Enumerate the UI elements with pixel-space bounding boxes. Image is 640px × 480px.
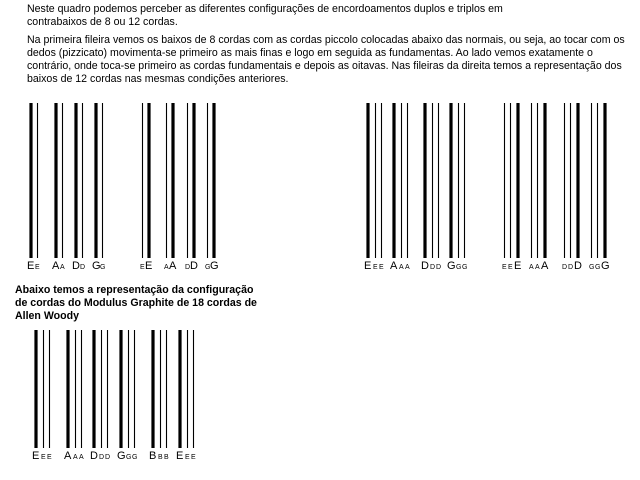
string-label-fundamental-g: G xyxy=(447,260,456,272)
string-label-octave-a: A xyxy=(405,264,410,271)
string-label-fundamental-e: E xyxy=(514,260,522,272)
string-label-fundamental-a: A xyxy=(64,450,72,462)
string-label-fundamental-d: D xyxy=(574,260,582,272)
string-label-fundamental-g: G xyxy=(601,260,610,272)
string-label-octave-g: G xyxy=(456,264,462,271)
string-label-octave-e: E xyxy=(502,264,507,271)
string-label-fundamental-a: A xyxy=(52,260,60,272)
string-label-octave-e: E xyxy=(185,454,190,461)
string-label-octave-d: D xyxy=(562,264,568,271)
string-label-octave-e: E xyxy=(41,454,46,461)
string-label-octave-d: D xyxy=(99,454,105,461)
string-label-octave-e: E xyxy=(373,264,378,271)
string-label-octave-d: D xyxy=(80,264,86,271)
string-label-fundamental-a: A xyxy=(169,260,177,272)
string-label-octave-a: A xyxy=(60,264,65,271)
string-label-fundamental-e: E xyxy=(32,450,40,462)
string-label-fundamental-g: G xyxy=(210,260,219,272)
string-label-octave-a: A xyxy=(79,454,84,461)
string-label-fundamental-e: E xyxy=(176,450,184,462)
string-label-octave-a: A xyxy=(529,264,534,271)
string-label-fundamental-e: E xyxy=(364,260,372,272)
string-label-fundamental-a: A xyxy=(390,260,398,272)
string-label-fundamental-d: D xyxy=(72,260,80,272)
string-label-octave-g: G xyxy=(132,454,138,461)
string-label-fundamental-d: D xyxy=(90,450,98,462)
string-label-octave-g: G xyxy=(100,264,106,271)
string-label-octave-a: A xyxy=(164,264,169,271)
string-label-octave-g: G xyxy=(595,264,601,271)
modulus-caption: Abaixo temos a representação da configuração de cordas do Modulus Graphite de 18 cordas de Allen Woody xyxy=(15,284,257,322)
string-label-octave-e: E xyxy=(140,264,145,271)
string-label-fundamental-g: G xyxy=(117,450,126,462)
string-label-octave-e: E xyxy=(379,264,384,271)
string-label-octave-d: D xyxy=(436,264,442,271)
string-label-octave-d: D xyxy=(185,264,191,271)
string-label-octave-e: E xyxy=(47,454,52,461)
string-label-octave-a: A xyxy=(73,454,78,461)
string-label-octave-g: G xyxy=(462,264,468,271)
string-label-fundamental-a: A xyxy=(541,260,549,272)
string-label-octave-b: B xyxy=(158,454,163,461)
string-label-octave-d: D xyxy=(568,264,574,271)
string-label-octave-g: G xyxy=(205,264,211,271)
intro-paragraph-2: Na primeira fileira vemos os baixos de 8 cordas com as cordas piccolo colocadas abaixo das normais, ou seja, ao tocar com os dedos (pizzicato) movimenta-se primeiro as mais finas e logo em seguida as fundamentas. Ao lado vemos exatamente o contrário, onde toca-se primeiro as cordas fundamentais e depois as oitavas. Nas fileiras da direita temos a representação dos baixos de 12 cordas nas mesmas condições anteriores. xyxy=(27,34,625,85)
string-label-octave-d: D xyxy=(105,454,111,461)
string-label-octave-a: A xyxy=(399,264,404,271)
string-label-fundamental-d: D xyxy=(421,260,429,272)
string-label-fundamental-e: E xyxy=(145,260,153,272)
string-label-octave-e: E xyxy=(35,264,40,271)
intro-paragraph-1: Neste quadro podemos perceber as diferentes configurações de encordoamentos duplos e triplos em contrabaixos de 8 ou 12 cordas. xyxy=(27,3,503,28)
string-label-fundamental-e: E xyxy=(27,260,35,272)
string-label-octave-b: B xyxy=(164,454,169,461)
string-label-octave-e: E xyxy=(508,264,513,271)
string-label-octave-g: G xyxy=(589,264,595,271)
string-label-fundamental-d: D xyxy=(190,260,198,272)
string-label-octave-e: E xyxy=(191,454,196,461)
string-label-fundamental-b: B xyxy=(149,450,157,462)
string-label-octave-a: A xyxy=(535,264,540,271)
string-label-octave-g: G xyxy=(126,454,132,461)
string-label-fundamental-g: G xyxy=(92,260,101,272)
string-label-octave-d: D xyxy=(430,264,436,271)
